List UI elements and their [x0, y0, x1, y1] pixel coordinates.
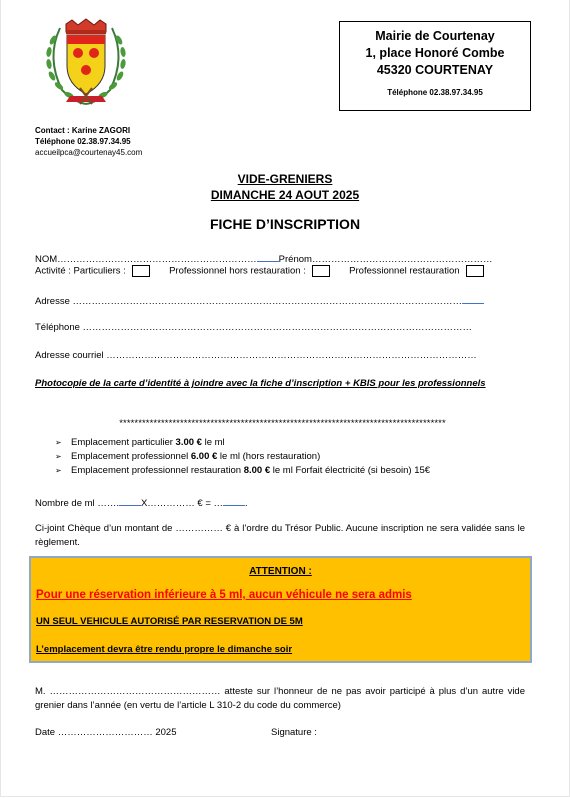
- contact-block: [35, 125, 142, 158]
- coat-of-arms-logo: [40, 18, 132, 108]
- tarif-item: ➢ Emplacement professionnel 6.00 € le ml (hors restauration): [55, 451, 321, 462]
- attention-one-vehicle: UN SEUL VEHICULE AUTORISÉ PAR RESERVATION DE 5M: [36, 616, 303, 627]
- prenom-field[interactable]: …………………………………………………: [311, 254, 493, 265]
- adresse-line: [35, 294, 484, 307]
- contact-name: Contact : Karine ZAGORI: [35, 126, 131, 135]
- cheque-paragraph: Ci-joint Chèque d’un montant de …………… € à l’ordre du Trésor Public. Aucune inscription ne sera validée sans le règlement.: [35, 523, 525, 548]
- courriel-field[interactable]: ………………………………………………………………………………………………………: [106, 350, 477, 361]
- ml-field[interactable]: …….: [97, 498, 119, 509]
- stars-separator: **************************************************************************************: [119, 418, 446, 429]
- arrow-bullet-icon: ➢: [55, 466, 62, 475]
- identity-note: Photocopie de la carte d’identité à joindre avec la fiche d’inscription + KBIS pour les professionnels: [35, 378, 486, 389]
- nom-field[interactable]: ………………………………………………………: [57, 254, 257, 265]
- pro-restauration-checkbox[interactable]: [466, 265, 484, 277]
- attention-title: ATTENTION :: [249, 566, 312, 577]
- total-field[interactable]: …………… € = …: [147, 498, 224, 509]
- contact-email: accueilpca@courtenay45.com: [35, 148, 143, 157]
- calcul-label: Nombre de ml: [35, 498, 98, 509]
- attention-vehicle-warning: Pour une réservation inférieure à 5 ml, aucun véhicule ne sera admis: [36, 589, 412, 601]
- arrow-bullet-icon: ➢: [55, 452, 62, 461]
- signature-label: Signature :: [271, 727, 317, 738]
- adresse-label: Adresse: [35, 296, 70, 307]
- courriel-label: Adresse courriel: [35, 350, 104, 361]
- mairie-address: 1, place Honoré Combe: [365, 46, 505, 60]
- tarifs-list: [55, 436, 430, 478]
- tarif-item: ➢ Emplacement professionnel restauration 8.00 € le ml Forfait électricité (si besoin) 15€: [55, 465, 431, 476]
- total-underline: [223, 496, 245, 506]
- activite-label: Activité : Particuliers :: [35, 265, 126, 277]
- tarif-item: ➢ Emplacement particulier 3.00 € le ml: [55, 437, 225, 448]
- attention-box: [29, 556, 532, 663]
- adresse-field[interactable]: ……………………………………………………………………………………………………………: [72, 296, 462, 307]
- prenom-label: Prénom: [278, 254, 312, 265]
- pro-resto-label: Professionnel restauration: [349, 265, 460, 277]
- particuliers-checkbox[interactable]: [132, 265, 150, 277]
- calcul-line: Nombre de ml ……. X…………… € = … .: [35, 498, 248, 509]
- form-title: FICHE D’INSCRIPTION: [209, 216, 361, 232]
- telephone-field[interactable]: ……………………………………………………………………………………………………………: [82, 322, 473, 333]
- pro-hors-restauration-checkbox[interactable]: [312, 265, 330, 277]
- mairie-phone: Téléphone 02.38.97.34.95: [387, 88, 483, 97]
- telephone-line: [35, 322, 472, 333]
- date-field[interactable]: Date ………………………… 2025: [35, 727, 177, 738]
- arrow-bullet-icon: ➢: [55, 438, 62, 447]
- courriel-line: [35, 350, 477, 361]
- mairie-address-box: [339, 21, 531, 111]
- activite-line: [35, 265, 484, 277]
- adresse-underline: [462, 294, 484, 304]
- telephone-label: Téléphone: [35, 322, 80, 333]
- mairie-name: Mairie de Courtenay: [375, 29, 495, 43]
- event-title: VIDE-GRENIERS: [237, 172, 333, 186]
- attention-cleanliness: L’emplacement devra être rendu propre le dimanche soir: [36, 644, 293, 655]
- nom-prenom-line: [35, 252, 492, 265]
- pro-hors-label: Professionnel hors restauration :: [169, 265, 306, 277]
- ml-underline: [119, 496, 141, 506]
- event-date: DIMANCHE 24 AOUT 2025: [210, 188, 360, 202]
- mairie-city: 45320 COURTENAY: [376, 63, 494, 77]
- contact-phone: Téléphone 02.38.97.34.95: [35, 137, 131, 146]
- nom-underline: [257, 252, 279, 262]
- nom-label: NOM: [35, 254, 58, 265]
- attestation-paragraph: M. ……………………………………………… atteste sur l’honneur de ne pas avoir participé à plus d’un autre vide grenier dans l’année (en vertu de l’article L 310-2 du code du commerce): [35, 686, 525, 711]
